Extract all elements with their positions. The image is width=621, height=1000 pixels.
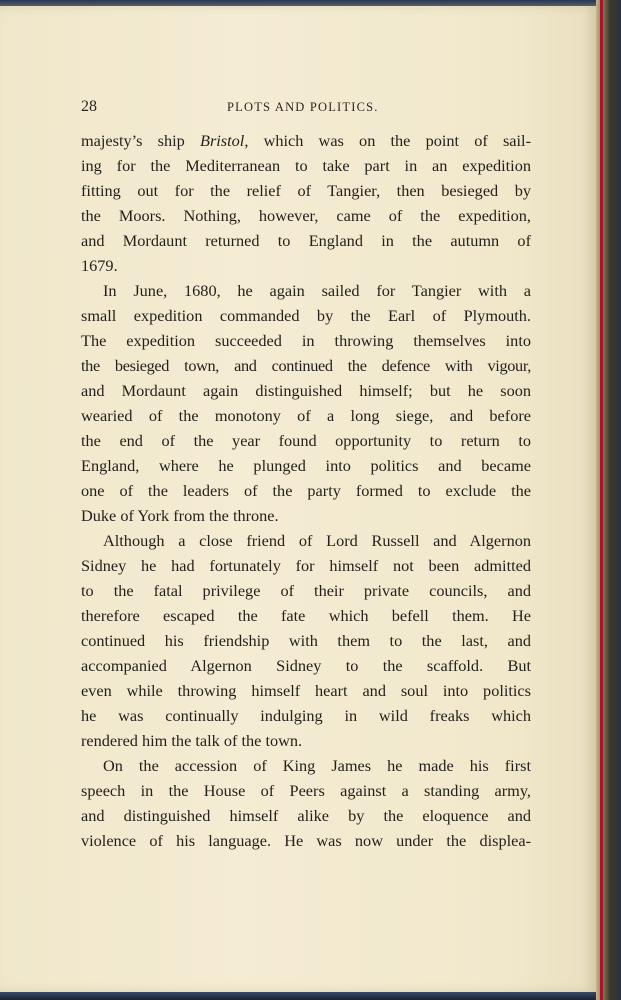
text-line: England, where he plunged into politics and became <box>81 456 531 475</box>
text-line: accompanied Algernon Sidney to the scaffold. But <box>81 656 531 675</box>
body-text <box>81 128 531 853</box>
text-line-1-pre: majesty’s ship <box>81 131 200 150</box>
text-line: violence of his language. He was now under the displea- <box>81 831 531 850</box>
text-line: Sidney he had fortunately for himself not been admitted <box>81 556 531 575</box>
page-number: 28 <box>81 98 97 115</box>
paragraph-start: On the accession of King James he made his first <box>103 756 531 775</box>
text-line: he was continually indulging in wild freaks which <box>81 706 531 725</box>
text-line: to the fatal privilege of their private councils, and <box>81 581 531 600</box>
paragraph-start: Although a close friend of Lord Russell and Algernon <box>103 531 531 550</box>
text-line: wearied of the monotony of a long siege, and before <box>81 406 531 425</box>
text-line: one of the leaders of the party formed to exclude the <box>81 481 531 500</box>
text-line: and Mordaunt again distinguished himself; but he soon <box>81 381 531 400</box>
text-line: continued his friendship with them to the last, and <box>81 631 531 650</box>
book-page <box>0 6 596 992</box>
spine-binding-thread <box>600 0 603 1000</box>
text-line: and distinguished himself alike by the eloquence and <box>81 806 531 825</box>
ship-name: Bristol <box>200 131 245 150</box>
text-line: rendered him the talk of the town. <box>81 731 303 750</box>
text-line: therefore escaped the fate which befell them. He <box>81 606 531 625</box>
text-line: small expedition commanded by the Earl of Plymouth. <box>81 306 531 325</box>
text-line: even while throwing himself heart and soul into politics <box>81 681 531 700</box>
bottom-edge <box>0 992 596 1000</box>
text-line: Duke of York from the throne. <box>81 506 279 525</box>
text-line: The expedition succeeded in throwing themselves into <box>81 331 531 350</box>
text-line: speech in the House of Peers against a standing army, <box>81 781 531 800</box>
text-line: the besieged town, and continued the defence with vigour, <box>81 356 531 375</box>
running-head <box>81 98 531 118</box>
running-title: PLOTS AND POLITICS. <box>227 100 379 114</box>
paragraph-start: In June, 1680, he again sailed for Tangier with a <box>103 281 531 300</box>
text-line: ing for the Mediterranean to take part in an expedition <box>81 156 531 175</box>
text-line: the Moors. Nothing, however, came of the expedition, <box>81 206 531 225</box>
text-line: and Mordaunt returned to England in the autumn of <box>81 231 531 250</box>
text-line: the end of the year found opportunity to return to <box>81 431 531 450</box>
text-line-1 <box>81 128 531 153</box>
text-line: 1679. <box>81 256 118 275</box>
text-line-1-post: , which was on the point of sail- <box>244 131 532 150</box>
text-line: fitting out for the relief of Tangier, then besieged by <box>81 181 531 200</box>
